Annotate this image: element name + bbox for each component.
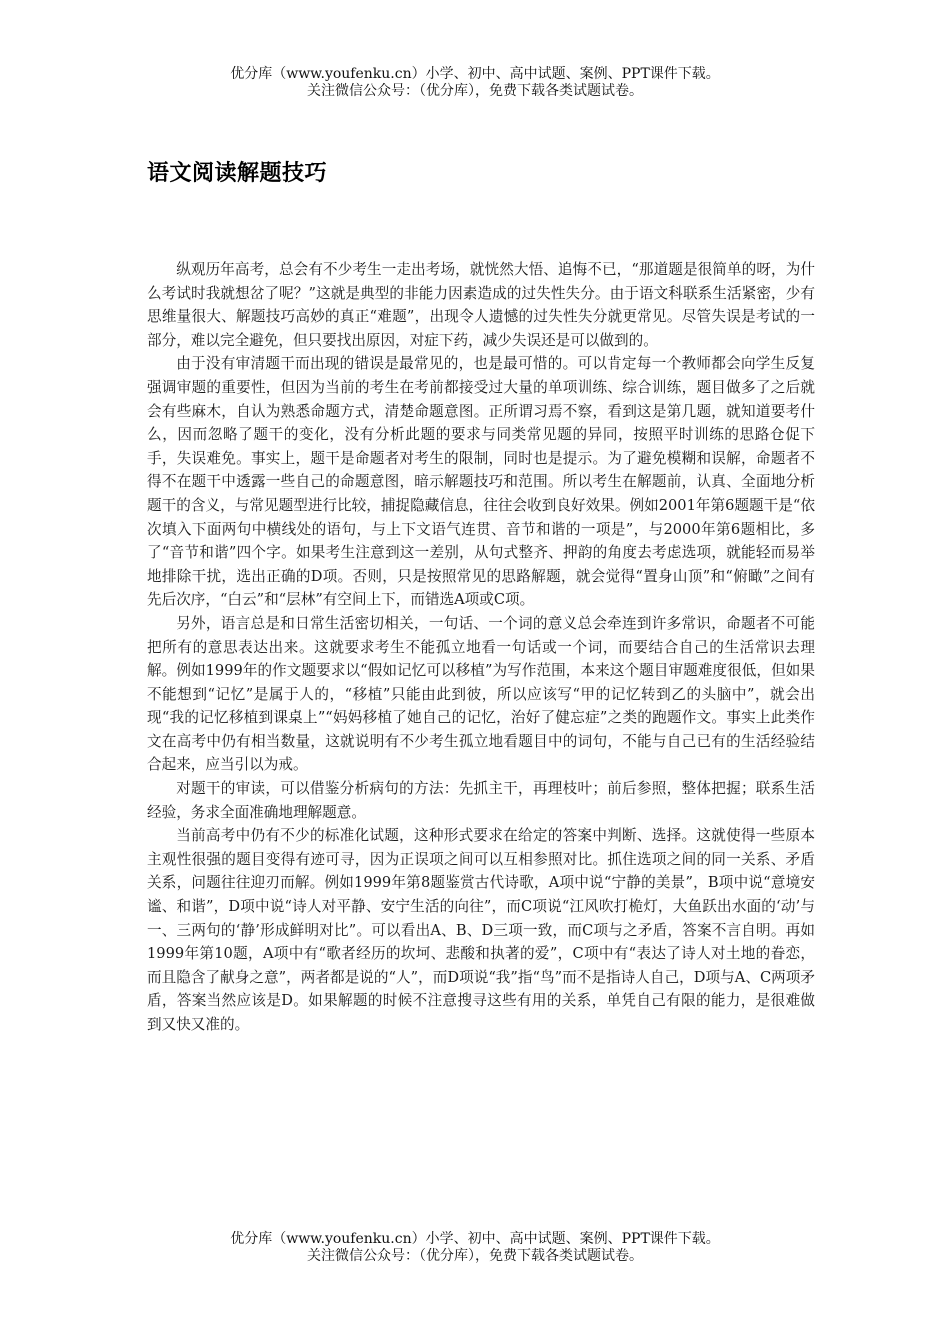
paragraph-2: 由于没有审清题干而出现的错误是最常见的，也是最可惜的。可以肯定每一个教师都会向学生反复强调审题的重要性，但因为当前的考生在考前都接受过大量的单项训练、综合训练，题目做多了之后就会有些麻木，自认为熟悉命题方式，清楚命题意图。正所谓习焉不察，看到这是第几题，就知道要考什么，因而忽略了题干的变化，没有分析此题的要求与同类常见题的异同，按照平时训练的思路仓促下手，失误难免。事实上，题干是命题者对考生的限制，同时也是提示。为了避免模糊和误解，命题者不得不在题干中透露一些自己的命题意图，暗示解题技巧和范围。所以考生在解题前，认真、全面地分析题干的含义，与常见题型进行比较，捕捉隐藏信息，往往会收到良好效果。例如2001年第6题题干是“依次填入下面两句中横线处的语句，与上下文语气连贯、音节和谐的一项是”，与2000年第6题相比，多了“音节和谐”四个字。如果考生注意到这一差别，从句式整齐、押韵的角度去考虑选项，就能轻而易举地排除干扰，选出正确的D项。否则，只是按照常见的思路解题，就会觉得“置身山顶”和“俯瞰”之间有先后次序，“白云”和“层林”有空间上下，而错选A项或C项。 bbox=[147, 355, 815, 609]
header-line-1: 优分库（www.youfenku.cn）小学、初中、高中试题、案例、PPT课件下载。 bbox=[230, 66, 720, 82]
page-title: 语文阅读解题技巧 bbox=[147, 161, 328, 186]
page-header bbox=[0, 66, 950, 100]
page-footer bbox=[0, 1231, 950, 1265]
header-line-2: 关注微信公众号：（优分库），免费下载各类试题试卷。 bbox=[307, 83, 643, 99]
paragraph-1: 纵观历年高考，总会有不少考生一走出考场，就恍然大悟、追悔不已，“那道题是很简单的呀，为什么考试时我就想岔了呢？”这就是典型的非能力因素造成的过失性失分。由于语文科联系生活紧密，少有思维量很大、解题技巧高妙的真正“难题”，出现令人遗憾的过失性失分就更常见。尽管失误是考试的一部分，难以完全避免，但只要找出原因，对症下药，减少失误还是可以做到的。 bbox=[147, 261, 815, 349]
footer-line-1: 优分库（www.youfenku.cn）小学、初中、高中试题、案例、PPT课件下载。 bbox=[230, 1231, 720, 1247]
paragraph-4: 对题干的审读，可以借鉴分析病句的方法：先抓主干，再理枝叶；前后参照，整体把握；联系生活经验，务求全面准确地理解题意。 bbox=[147, 780, 815, 821]
paragraph-3: 另外，语言总是和日常生活密切相关，一句话、一个词的意义总会牵连到许多常识，命题者不可能把所有的意思表达出来。这就要求考生不能孤立地看一句话或一个词，而要结合自己的生活常识去理解。例如1999年的作文题要求以“假如记忆可以移植”为写作范围，本来这个题目审题难度很低，但如果不能想到“记忆”是属于人的，“移植”只能由此到彼，所以应该写“甲的记忆转到乙的头脑中”，就会出现“我的记忆移植到课桌上”“妈妈移植了她自己的记忆，治好了健忘症”之类的跑题作文。事实上此类作文在高考中仍有相当数量，这就说明有不少考生孤立地看题目中的词句，不能与自己已有的生活经验结合起来，应当引以为戒。 bbox=[147, 614, 815, 774]
paragraph-5: 当前高考中仍有不少的标准化试题，这种形式要求在给定的答案中判断、选择。这就使得一些原本主观性很强的题目变得有迹可寻，因为正误项之间可以互相参照对比。抓住选项之间的同一关系、矛盾关系，问题往往迎刃而解。例如1999年第8题鉴赏古代诗歌，A项中说“宁静的美景”，B项中说“意境安谧、和谐”，D项中说“诗人对平静、安宁生活的向往”，而C项说“江风吹打桅灯，大鱼跃出水面的‘动’与一、三两句的‘静’形成鲜明对比”。可以看出A、B、D三项一致，而C项与之矛盾，答案不言自明。再如1999年第10题，A项中有“歌者经历的坎坷、悲酸和执著的爱”，C项中有“表达了诗人对土地的眷恋，而且隐含了献身之意”，两者都是说的“人”，而D项说“我”指“鸟”而不是指诗人自己，D项与A、C两项矛盾，答案当然应该是D。如果解题的时候不注意搜寻这些有用的关系，单凭自己有限的能力，是很难做到又快又准的。 bbox=[147, 827, 815, 1033]
footer-line-2: 关注微信公众号：（优分库），免费下载各类试题试卷。 bbox=[307, 1248, 643, 1264]
article-body bbox=[147, 258, 815, 1037]
